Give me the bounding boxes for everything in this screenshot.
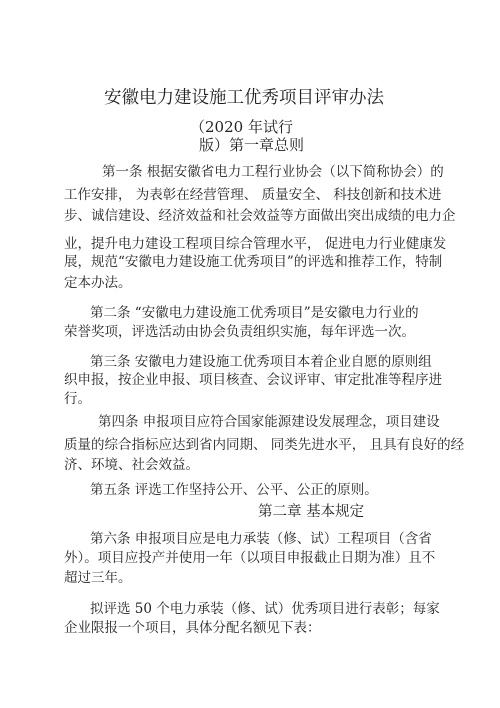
- selection-line-1: 拟评选 50 个电力承装（修、试）优秀项目进行表彰；每家: [90, 601, 440, 617]
- article-4-line-3: 济、环境、社会效益。: [64, 457, 199, 473]
- article-6-line-1: 第六条 申报项目应是电力承装（修、试）工程项目（含省: [90, 531, 432, 547]
- article-1-line-4: 业，提升电力建设工程项目综合管理水平， 促进电力行业健康发: [64, 236, 447, 252]
- article-3-line-1: 第三条 安徽电力建设施工优秀项目本着企业自愿的原则组: [90, 354, 432, 370]
- year-line: （2020 年试行: [190, 118, 293, 136]
- article-4-line-2: 质量的综合指标应达到省内同期、 同类先进水平， 且具有良好的经: [64, 437, 465, 453]
- article-6-line-2: 外）。项目应投产并使用一年（以项目申报截止日期为准）且不: [64, 550, 436, 566]
- article-2-line-1: 第二条 “安徽电力建设施工优秀项目”是安徽电力行业的: [90, 305, 419, 321]
- article-4-line-1: 第四条 申报项目应符合国家能源建设发展理念，项目建设: [98, 414, 440, 430]
- document-title: 安徽电力建设施工优秀项目评审办法: [104, 88, 384, 108]
- article-6-line-3: 超过三年。: [64, 570, 132, 586]
- article-1-line-5: 展，规范“安徽电力建设施工优秀项目”的评选和推荐工作，特制: [64, 254, 443, 270]
- selection-line-2: 企业限报一个项目，具体分配名额见下表：: [64, 620, 321, 636]
- article-2-line-2: 荣誉奖项，评选活动由协会负责组织实施，每年评选一次。: [64, 324, 415, 340]
- article-1-line-6: 定本办法。: [64, 275, 132, 291]
- article-1-line-3: 步、诚信建设、经济效益和社会效益等方面做出突出成绩的电力企: [64, 208, 456, 224]
- chapter-1-heading: 版）第一章总则: [199, 136, 305, 154]
- article-3-line-2: 织申报，按企业申报、项目核查、会议评审、审定批准等程序进: [64, 372, 442, 388]
- article-3-line-3: 行。: [64, 391, 91, 407]
- chapter-2-heading: 第二章 基本规定: [258, 504, 365, 520]
- article-5-line-1: 第五条 评选工作坚持公开、公平、公正的原则。: [90, 482, 378, 498]
- article-1-line-1: 第一条 根据安徽省电力工程行业协会（以下简称协会）的: [102, 164, 444, 180]
- article-1-line-2: 工作安排， 为表彰在经营管理、 质量安全、 科技创新和技术进: [64, 187, 442, 203]
